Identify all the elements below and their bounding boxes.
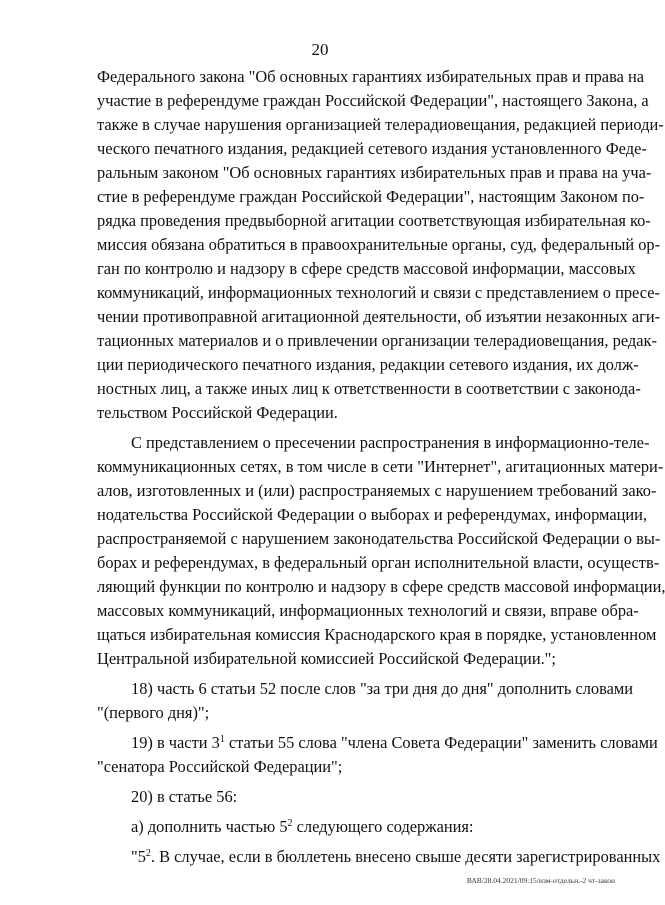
list-item-20a: [131, 817, 610, 839]
list-item-20: 20) в статье 56:: [131, 787, 238, 806]
text-line: Центральной избирательной комиссией Российской Федерации.";: [97, 649, 556, 668]
quoted-text-line: [131, 847, 661, 869]
text-line: борах и референдумах, в федеральный орган исполнительной власти, осуществ-: [97, 553, 660, 572]
text-line: рядка проведения предвыборной агитации соответствующая избирательная ко-: [97, 211, 651, 230]
text-line: участие в референдуме граждан Российской Федерации", настоящего Закона, а: [97, 91, 649, 110]
list-item-19-text: статьи 55 слова "члена Совета Федерации" заменить словами: [224, 733, 658, 752]
superscript: 2: [287, 818, 293, 829]
superscript: 1: [219, 734, 225, 745]
page-number: 20: [311, 40, 329, 59]
text-line: ляющий функции по контролю и надзору в сфере средств массовой информации,: [97, 577, 665, 596]
text-line: коммуникационных сетях, в том числе в сети "Интернет", агитационных матери-: [97, 457, 664, 476]
text-line: тационных материалов и о привлечении организации телерадиовещания, редак-: [97, 331, 657, 350]
list-item-20a-text: следующего содержания:: [292, 817, 474, 836]
text-line: распространяемой с нарушением законодательства Российской Федерации о вы-: [97, 529, 661, 548]
text-line: чении противоправной агитационной деятельности, об изъятии незаконных аги-: [97, 307, 661, 326]
quoted-text: "5: [131, 847, 146, 866]
list-item-18-cont: "(первого дня)";: [97, 703, 210, 722]
list-item-19-text: 19) в части 3: [131, 733, 220, 752]
text-line: щаться избирательная комиссия Краснодарского края в порядке, установленном: [97, 625, 657, 644]
text-line: стие в референдуме граждан Российской Федерации", настоящим Законом по-: [97, 187, 645, 206]
paragraph-start-line: С представлением о пресечении распространения в информационно-теле-: [131, 433, 650, 452]
list-item-20a-text: а) дополнить частью 5: [131, 817, 288, 836]
text-line: коммуникаций, информационных технологий и связи с представлением о пресе-: [97, 283, 660, 302]
text-line: ральным законом "Об основных гарантиях избирательных прав и права на уча-: [97, 163, 652, 182]
text-line: ции периодического печатного издания, редакции сетевого издания, их долж-: [97, 355, 639, 374]
text-line: миссия обязана обратиться в правоохранительные органы, суд, федеральный ор-: [97, 235, 661, 254]
document-footer: ВАВ/28.04.2021/09:15/изм-отдельн.-2 чт-закон: [466, 876, 615, 885]
text-line: нодательства Российской Федерации о выборах и референдумах, информации,: [97, 505, 648, 524]
quoted-text: . В случае, если в бюллетень внесено свыше десяти зарегистрированных: [150, 847, 661, 866]
list-item-19: [131, 733, 658, 755]
list-item-19-cont: "сенатора Российской Федерации";: [97, 757, 343, 776]
text-line: алов, изготовленных и (или) распространяемых с нарушением требований зако-: [97, 481, 657, 500]
superscript: 2: [145, 848, 151, 859]
list-item-18: 18) часть 6 статьи 52 после слов "за три дня до дня" дополнить словами: [131, 679, 634, 698]
text-line: ган по контролю и надзору в сфере средств массовой информации, массовых: [97, 259, 636, 278]
text-line: тельством Российской Федерации.: [97, 403, 338, 422]
text-line: также в случае нарушения организацией телерадиовещания, редакцией периоди-: [97, 115, 664, 134]
text-line: массовых коммуникаций, информационных технологий и связи, вправе обра-: [97, 601, 639, 620]
text-line: Федерального закона "Об основных гарантиях избирательных прав и права на: [97, 67, 645, 86]
text-line: ностных лиц, а также иных лиц к ответственности в соответствии с законода-: [97, 379, 641, 398]
text-line: ческого печатного издания, редакцией сетевого издания установленного Феде-: [97, 139, 647, 158]
